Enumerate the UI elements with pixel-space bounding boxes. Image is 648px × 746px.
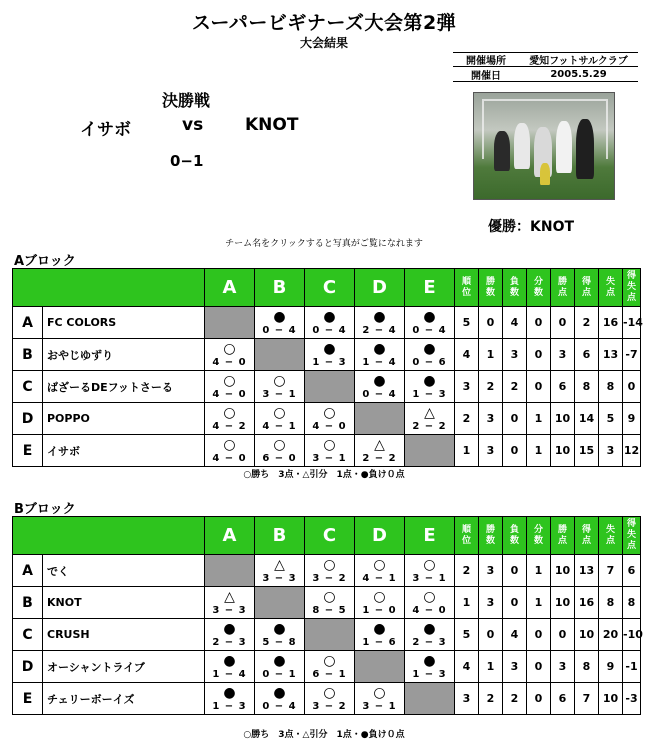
match-score: 3 − 1 <box>362 701 397 712</box>
stat-header: 得 失 点 <box>623 517 641 555</box>
result-symbol: ● <box>373 309 386 325</box>
stat-value: 10 <box>599 683 623 715</box>
result-symbol: ● <box>273 309 286 325</box>
stat-value: 5 <box>455 307 479 339</box>
venue-label: 開催場所 <box>466 56 506 67</box>
match-result-cell <box>205 619 255 651</box>
self-match-cell <box>255 339 305 371</box>
header-row <box>13 517 641 555</box>
stat-value: -1 <box>623 651 641 683</box>
team-letter: D <box>13 403 43 435</box>
match-score: 0 − 4 <box>312 325 347 336</box>
stat-value: 10 <box>551 587 575 619</box>
stat-value: 0 <box>479 307 503 339</box>
team-row <box>13 435 641 467</box>
match-result-cell <box>305 683 355 715</box>
result-symbol: △ <box>224 589 235 605</box>
stat-value: 2 <box>503 371 527 403</box>
match-result-cell <box>355 683 405 715</box>
result-symbol: ○ <box>373 557 386 573</box>
stat-header: 勝 点 <box>551 269 575 307</box>
result-symbol: ● <box>423 341 436 357</box>
block-title: Bブロック <box>14 502 76 517</box>
match-score: 0 − 1 <box>262 669 297 680</box>
match-score: 1 − 4 <box>362 357 397 368</box>
match-score: 4 − 0 <box>312 421 347 432</box>
team-letter: B <box>13 587 43 619</box>
result-symbol: ● <box>373 373 386 389</box>
stat-value: 14 <box>575 403 599 435</box>
stat-value: 3 <box>479 435 503 467</box>
match-result-cell <box>355 371 405 403</box>
match-result-cell <box>405 651 455 683</box>
stat-header: 得 点 <box>575 269 599 307</box>
team-row <box>13 307 641 339</box>
result-symbol: ● <box>373 341 386 357</box>
match-result-cell <box>355 307 405 339</box>
stat-value: 2 <box>479 371 503 403</box>
match-score: 1 − 6 <box>362 637 397 648</box>
date-row <box>453 67 638 82</box>
stat-header: 勝 数 <box>479 517 503 555</box>
stat-value: 3 <box>503 651 527 683</box>
stat-value: 10 <box>551 435 575 467</box>
stat-value: 5 <box>455 619 479 651</box>
match-score: 2 − 2 <box>362 453 397 464</box>
match-score: 6 − 0 <box>262 453 297 464</box>
stat-value: 1 <box>527 587 551 619</box>
match-result-cell <box>355 339 405 371</box>
result-symbol: ● <box>273 621 286 637</box>
match-score: 1 − 3 <box>312 357 347 368</box>
match-score: 4 − 0 <box>212 357 247 368</box>
result-symbol: ● <box>223 621 236 637</box>
result-symbol: ● <box>323 309 336 325</box>
venue-value: 愛知フットサルクラブ <box>529 56 628 67</box>
winner-text: 優勝：KNOT <box>488 219 575 235</box>
stat-value: 0 <box>479 619 503 651</box>
stat-value: 8 <box>575 371 599 403</box>
stat-value: 2 <box>455 555 479 587</box>
match-score: 4 − 0 <box>412 605 447 616</box>
league-table <box>12 516 641 715</box>
stat-value: 6 <box>575 339 599 371</box>
match-result-cell <box>305 587 355 619</box>
stat-value: 3 <box>551 651 575 683</box>
column-header-d: D <box>355 517 405 555</box>
result-symbol: ○ <box>223 405 236 421</box>
team-name-link[interactable]: おやじゆずり <box>43 339 205 371</box>
match-score: 3 − 2 <box>312 573 347 584</box>
match-result-cell <box>255 619 305 651</box>
stat-value: 4 <box>503 307 527 339</box>
column-header-c: C <box>305 517 355 555</box>
header-blank <box>13 269 205 307</box>
stat-value: 0 <box>527 619 551 651</box>
match-result-cell <box>405 339 455 371</box>
stat-value: 20 <box>599 619 623 651</box>
player-figure <box>494 131 510 171</box>
result-legend: ○勝ち 3点・△引分 1点・●負け０点 <box>243 730 405 740</box>
result-symbol: △ <box>424 405 435 421</box>
match-result-cell <box>405 555 455 587</box>
block-title: Aブロック <box>14 254 76 269</box>
final-score: 0−1 <box>170 152 204 170</box>
stat-value: 3 <box>479 403 503 435</box>
match-score: 4 − 0 <box>212 453 247 464</box>
match-result-cell <box>255 651 305 683</box>
stat-value: 6 <box>551 371 575 403</box>
team-name-link[interactable]: POPPO <box>43 403 205 435</box>
team-row <box>13 651 641 683</box>
result-symbol: ● <box>373 621 386 637</box>
stat-value: 7 <box>599 555 623 587</box>
match-result-cell <box>305 403 355 435</box>
stat-value: 0 <box>551 307 575 339</box>
result-symbol: ○ <box>423 557 436 573</box>
match-result-cell <box>405 371 455 403</box>
team-letter: B <box>13 339 43 371</box>
stat-header: 分 数 <box>527 517 551 555</box>
match-result-cell <box>305 307 355 339</box>
match-result-cell <box>255 683 305 715</box>
team-letter: C <box>13 371 43 403</box>
stat-value: 10 <box>551 555 575 587</box>
match-result-cell <box>255 435 305 467</box>
column-header-a: A <box>205 517 255 555</box>
match-result-cell <box>355 435 405 467</box>
stat-value: -3 <box>623 683 641 715</box>
result-symbol: ● <box>323 341 336 357</box>
date-value: 2005.5.29 <box>550 68 607 80</box>
team-name-link[interactable]: チェリーボーイズ <box>43 683 205 715</box>
final-team1: イサボ <box>80 120 131 140</box>
page-title: スーパービギナーズ大会第2弾 <box>191 12 457 34</box>
column-header-b: B <box>255 517 305 555</box>
match-result-cell <box>205 683 255 715</box>
match-score: 6 − 1 <box>312 669 347 680</box>
self-match-cell <box>405 683 455 715</box>
stat-value: 4 <box>455 651 479 683</box>
player-figure <box>514 123 530 169</box>
match-score: 1 − 0 <box>362 605 397 616</box>
team-name-link[interactable]: オーシャントライブ <box>43 651 205 683</box>
stat-value: 3 <box>455 683 479 715</box>
stat-value: 2 <box>479 683 503 715</box>
stat-value: 1 <box>455 435 479 467</box>
stat-value: 8 <box>623 587 641 619</box>
self-match-cell <box>405 435 455 467</box>
match-score: 3 − 2 <box>312 701 347 712</box>
player-figure <box>556 121 572 173</box>
event-info <box>453 52 638 82</box>
result-symbol: ● <box>423 373 436 389</box>
stat-value: -7 <box>623 339 641 371</box>
stat-value: 1 <box>527 403 551 435</box>
stat-header: 分 数 <box>527 269 551 307</box>
result-symbol: ○ <box>373 685 386 701</box>
stat-value: 1 <box>455 587 479 619</box>
team-name-link[interactable]: ばざーるDEフットさーる <box>43 371 205 403</box>
stat-header: 負 数 <box>503 269 527 307</box>
team-row <box>13 587 641 619</box>
result-symbol: ● <box>223 685 236 701</box>
match-result-cell <box>255 555 305 587</box>
stat-value: 16 <box>575 587 599 619</box>
match-score: 2 − 4 <box>362 325 397 336</box>
match-result-cell <box>305 435 355 467</box>
header-blank <box>13 517 205 555</box>
stat-value: -14 <box>623 307 641 339</box>
stat-value: 8 <box>575 651 599 683</box>
stat-value: 4 <box>455 339 479 371</box>
self-match-cell <box>205 307 255 339</box>
stat-value: 0 <box>527 339 551 371</box>
result-symbol: ● <box>273 685 286 701</box>
stat-value: 4 <box>503 619 527 651</box>
player-figure <box>576 119 594 179</box>
stat-value: 0 <box>503 587 527 619</box>
stat-header: 勝 数 <box>479 269 503 307</box>
stat-value: 0 <box>503 435 527 467</box>
team-letter: C <box>13 619 43 651</box>
stat-value: 0 <box>623 371 641 403</box>
match-score: 3 − 1 <box>262 389 297 400</box>
match-result-cell <box>205 403 255 435</box>
date-label: 開催日 <box>471 70 501 82</box>
stat-header: 得 失 点 <box>623 269 641 307</box>
stat-value: 0 <box>527 307 551 339</box>
result-symbol: ○ <box>423 589 436 605</box>
match-result-cell <box>255 403 305 435</box>
result-symbol: ○ <box>223 373 236 389</box>
stat-value: 15 <box>575 435 599 467</box>
stat-value: 0 <box>527 371 551 403</box>
match-score: 0 − 4 <box>262 325 297 336</box>
match-score: 0 − 4 <box>362 389 397 400</box>
match-score: 0 − 4 <box>412 325 447 336</box>
team-letter: A <box>13 307 43 339</box>
result-symbol: ○ <box>273 437 286 453</box>
column-header-a: A <box>205 269 255 307</box>
match-score: 0 − 4 <box>262 701 297 712</box>
result-symbol: ● <box>423 621 436 637</box>
result-symbol: ○ <box>323 405 336 421</box>
result-symbol: ○ <box>323 437 336 453</box>
stat-header: 勝 点 <box>551 517 575 555</box>
match-score: 8 − 5 <box>312 605 347 616</box>
self-match-cell <box>355 403 405 435</box>
match-score: 1 − 3 <box>412 669 447 680</box>
result-symbol: ● <box>423 653 436 669</box>
stat-value: 2 <box>575 307 599 339</box>
result-symbol: ● <box>273 653 286 669</box>
stat-value: 16 <box>599 307 623 339</box>
stat-value: 0 <box>527 683 551 715</box>
self-match-cell <box>305 619 355 651</box>
result-symbol: △ <box>274 557 285 573</box>
result-symbol: ○ <box>223 341 236 357</box>
column-header-c: C <box>305 269 355 307</box>
stat-value: 5 <box>599 403 623 435</box>
column-header-e: E <box>405 517 455 555</box>
match-score: 1 − 3 <box>412 389 447 400</box>
stat-value: 3 <box>479 555 503 587</box>
winner-team-photo <box>473 92 615 200</box>
stat-header: 負 数 <box>503 517 527 555</box>
match-result-cell <box>205 435 255 467</box>
stat-value: 3 <box>455 371 479 403</box>
final-team2: KNOT <box>245 115 299 135</box>
match-score: 2 − 2 <box>412 421 447 432</box>
stat-value: 1 <box>527 435 551 467</box>
stat-value: 10 <box>575 619 599 651</box>
trophy <box>540 163 550 185</box>
stat-value: 12 <box>623 435 641 467</box>
column-header-d: D <box>355 269 405 307</box>
team-name-link[interactable]: FC COLORS <box>43 307 205 339</box>
result-legend: ○勝ち 3点・△引分 1点・●負け０点 <box>243 470 405 480</box>
match-score: 4 − 0 <box>212 389 247 400</box>
stat-value: 7 <box>575 683 599 715</box>
team-letter: D <box>13 651 43 683</box>
venue-row <box>453 52 638 67</box>
team-name-link[interactable]: イサボ <box>43 435 205 467</box>
match-score: 4 − 1 <box>262 421 297 432</box>
stat-header: 順 位 <box>455 269 479 307</box>
match-score: 3 − 1 <box>312 453 347 464</box>
match-result-cell <box>405 307 455 339</box>
match-result-cell <box>255 371 305 403</box>
match-result-cell <box>255 307 305 339</box>
stat-value: 6 <box>623 555 641 587</box>
match-score: 5 − 8 <box>262 637 297 648</box>
match-result-cell <box>355 619 405 651</box>
match-result-cell <box>355 555 405 587</box>
match-score: 3 − 1 <box>412 573 447 584</box>
match-result-cell <box>205 339 255 371</box>
match-result-cell <box>405 587 455 619</box>
team-name-link[interactable]: CRUSH <box>43 619 205 651</box>
self-match-cell <box>305 371 355 403</box>
match-result-cell <box>205 371 255 403</box>
team-name-link[interactable]: KNOT <box>43 587 205 619</box>
match-score: 1 − 4 <box>212 669 247 680</box>
team-row <box>13 371 641 403</box>
stat-value: 2 <box>455 403 479 435</box>
team-row <box>13 683 641 715</box>
match-score: 2 − 3 <box>212 637 247 648</box>
match-score: 3 − 3 <box>212 605 247 616</box>
team-row <box>13 403 641 435</box>
header-row <box>13 269 641 307</box>
match-result-cell <box>205 587 255 619</box>
match-result-cell <box>355 587 405 619</box>
team-letter: A <box>13 555 43 587</box>
match-score: 1 − 3 <box>212 701 247 712</box>
team-row <box>13 339 641 371</box>
league-table <box>12 268 641 467</box>
match-score: 0 − 6 <box>412 357 447 368</box>
stat-value: 6 <box>551 683 575 715</box>
stat-value: 8 <box>599 587 623 619</box>
team-row <box>13 555 641 587</box>
match-score: 2 − 3 <box>412 637 447 648</box>
self-match-cell <box>355 651 405 683</box>
page-subtitle: 大会結果 <box>299 36 348 50</box>
result-symbol: ○ <box>273 373 286 389</box>
photo-note: チーム名をクリックすると写真がご覧になれます <box>225 239 423 249</box>
result-symbol: ○ <box>323 589 336 605</box>
stat-value: 1 <box>527 555 551 587</box>
stat-value: 9 <box>599 651 623 683</box>
stat-value: 0 <box>551 619 575 651</box>
stat-value: 3 <box>503 339 527 371</box>
stat-header: 失 点 <box>599 517 623 555</box>
stat-value: 13 <box>575 555 599 587</box>
stat-value: 10 <box>551 403 575 435</box>
result-symbol: ○ <box>323 557 336 573</box>
match-result-cell <box>305 339 355 371</box>
team-row <box>13 619 641 651</box>
result-symbol: △ <box>374 437 385 453</box>
result-symbol: ○ <box>223 437 236 453</box>
result-symbol: ○ <box>373 589 386 605</box>
team-letter: E <box>13 683 43 715</box>
match-score: 4 − 2 <box>212 421 247 432</box>
stat-value: 0 <box>527 651 551 683</box>
result-symbol: ○ <box>323 653 336 669</box>
stat-header: 順 位 <box>455 517 479 555</box>
stat-value: 1 <box>479 651 503 683</box>
stat-value: -10 <box>623 619 641 651</box>
column-header-b: B <box>255 269 305 307</box>
match-result-cell <box>405 619 455 651</box>
stat-value: 9 <box>623 403 641 435</box>
result-symbol: ○ <box>323 685 336 701</box>
match-result-cell <box>405 403 455 435</box>
stat-value: 3 <box>599 435 623 467</box>
match-result-cell <box>305 651 355 683</box>
result-symbol: ● <box>223 653 236 669</box>
final-label: 決勝戦 <box>162 91 211 110</box>
stat-header: 得 点 <box>575 517 599 555</box>
stat-value: 0 <box>503 555 527 587</box>
self-match-cell <box>255 587 305 619</box>
self-match-cell <box>205 555 255 587</box>
final-vs: vs <box>182 115 204 135</box>
stat-value: 0 <box>503 403 527 435</box>
team-letter: E <box>13 435 43 467</box>
stat-header: 失 点 <box>599 269 623 307</box>
stat-value: 3 <box>551 339 575 371</box>
team-name-link[interactable]: でく <box>43 555 205 587</box>
match-result-cell <box>205 651 255 683</box>
stat-value: 13 <box>599 339 623 371</box>
stat-value: 2 <box>503 683 527 715</box>
column-header-e: E <box>405 269 455 307</box>
result-symbol: ○ <box>273 405 286 421</box>
match-score: 3 − 3 <box>262 573 297 584</box>
match-score: 4 − 1 <box>362 573 397 584</box>
match-result-cell <box>305 555 355 587</box>
stat-value: 1 <box>479 339 503 371</box>
stat-value: 3 <box>479 587 503 619</box>
result-symbol: ● <box>423 309 436 325</box>
stat-value: 8 <box>599 371 623 403</box>
